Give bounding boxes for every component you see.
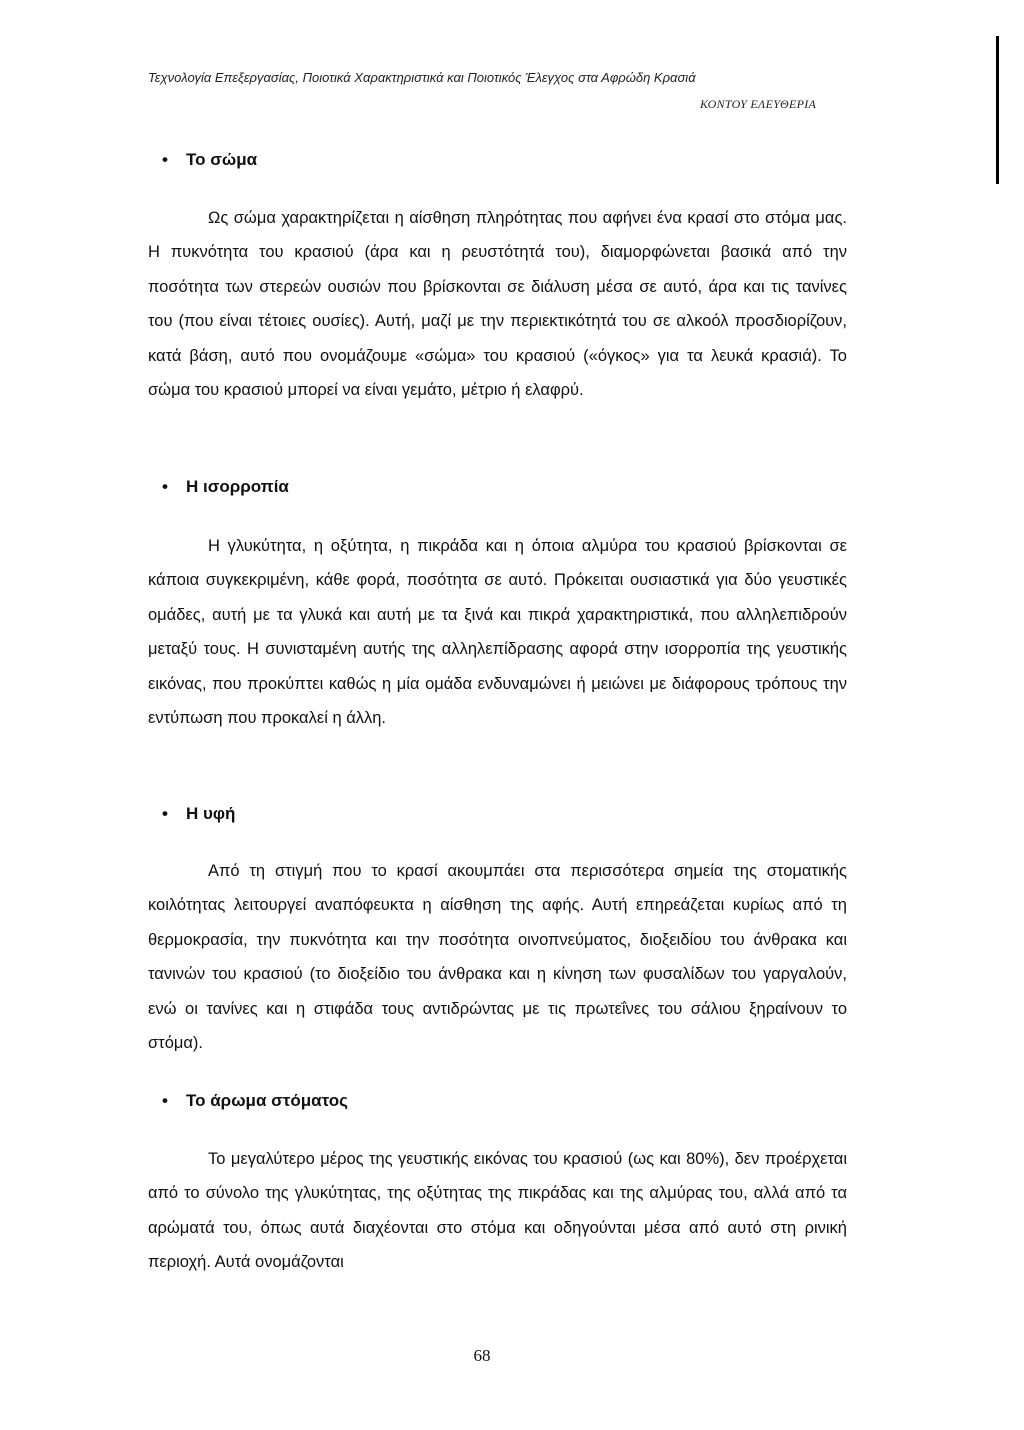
scan-edge-line: [996, 36, 999, 184]
section-heading-texture: [162, 804, 236, 824]
section-heading-body: [162, 150, 258, 170]
section-paragraph-body: Ως σώμα χαρακτηρίζεται η αίσθηση πληρότητας που αφήνει ένα κρασί στο στόμα μας. Η πυκνότητα του κρασιού (άρα και η ρευστότητά του), διαμορφώνεται βασικά από την ποσότητα των στερεών ουσιών που βρίσκονται σε διάλυση μέσα σε αυτό, άρα και τις τανίνες του (που είναι τέτοιες ουσίες). Αυτή, μαζί με την περιεκτικότητά του σε αλκοόλ προσδιορίζουν, κατά βάση, αυτό που ονομάζουμε «σώμα» του κρασιού («όγκος» για τα λευκά κρασιά). Το σώμα του κρασιού μπορεί να είναι γεμάτο, μέτριο ή ελαφρύ.: [148, 209, 847, 400]
section-heading-text: Το σώμα: [186, 150, 258, 169]
bullet-icon: •: [162, 804, 168, 823]
section-heading-text: Η υφή: [186, 804, 236, 823]
section-paragraph-texture: Από τη στιγμή που το κρασί ακουμπάει στα περισσότερα σημεία της στοματικής κοιλότητας λειτουργεί αναπόφευκτα η αίσθηση της αφής. Αυτή επηρεάζεται κυρίως από τη θερμοκρασία, την πυκνότητα και την ποσότητα οινοπνεύματος, διοξειδίου του άνθρακα και τανινών του κρασιού (το διοξείδιο του άνθρακα και η κίνηση των φυσαλίδων του γαργαλούν, ενώ οι τανίνες και η στιφάδα τους αντιδρώντας με τις πρωτεΐνες του σάλιου ξηραίνουν το στόμα).: [148, 862, 847, 1053]
section-heading-text: Το άρωμα στόματος: [186, 1091, 348, 1110]
running-header-title: Τεχνολογία Επεξεργασίας, Ποιοτικά Χαρακτηριστικά και Ποιοτικός Έλεγχος στα Αφρώδη Κρασιά: [148, 70, 696, 85]
section-heading-balance: [162, 477, 289, 497]
bullet-icon: •: [162, 150, 168, 169]
section-heading-mouth-aroma: [162, 1091, 348, 1111]
bullet-icon: •: [162, 477, 168, 496]
section-heading-text: Η ισορροπία: [186, 477, 289, 496]
section-paragraph-mouth-aroma: Το μεγαλύτερο μέρος της γευστικής εικόνας του κρασιού (ως και 80%), δεν προέρχεται από το σύνολο της γλυκύτητας, της οξύτητας της πικράδας και της αλμύρας του, αλλά από τα αρώματά του, όπως αυτά διαχέονται στο στόμα και οδηγούνται μέσα από αυτό στη ρινική περιοχή. Αυτά ονομάζονται: [148, 1150, 847, 1272]
section-paragraph-balance: Η γλυκύτητα, η οξύτητα, η πικράδα και η όποια αλμύρα του κρασιού βρίσκονται σε κάποια συγκεκριμένη, κάθε φορά, ποσότητα σε αυτό. Πρόκειται ουσιαστικά για δύο γευστικές ομάδες, αυτή με τα γλυκά και αυτή με τα ξινά και πικρά χαρακτηριστικά, που αλληλεπιδρούν μεταξύ τους. Η συνισταμένη αυτής της αλληλεπίδρασης αφορά στην ισορροπία της γευστικής εικόνας, που προκύπτει καθώς η μία ομάδα ενδυναμώνει ή μειώνει με διάφορους τρόπους την εντύπωση που προκαλεί η άλλη.: [148, 537, 847, 728]
page-number: 68: [473, 1346, 491, 1365]
running-header-author: ΚΟΝΤΟΥ ΕΛΕΥΘΕΡΙΑ: [700, 97, 817, 111]
bullet-icon: •: [162, 1091, 168, 1110]
